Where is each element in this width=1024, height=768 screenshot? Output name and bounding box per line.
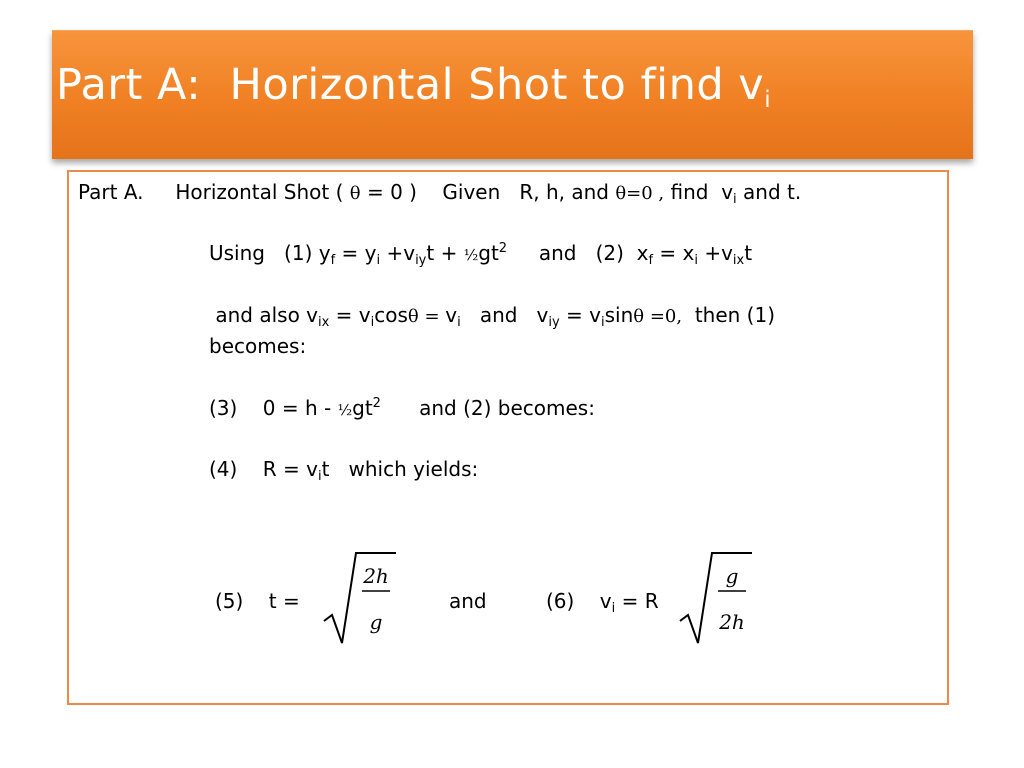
line-and-also bbox=[209, 303, 775, 329]
text: = v bbox=[559, 303, 601, 327]
subscript: i bbox=[376, 253, 381, 268]
formula-5-numerator: 2h bbox=[363, 564, 389, 588]
slide-title-text: Part A: Horizontal Shot to find v bbox=[56, 60, 765, 110]
slide-title-subscript: i bbox=[764, 87, 772, 113]
text: Using (1) y bbox=[209, 241, 331, 265]
text: cos bbox=[374, 303, 408, 327]
text: and v bbox=[460, 303, 549, 327]
superscript: 2 bbox=[498, 241, 508, 256]
text: (6) v bbox=[546, 589, 612, 613]
text: and (2) x bbox=[507, 241, 649, 265]
text: t + bbox=[426, 241, 464, 265]
text: gt bbox=[352, 396, 373, 420]
label-and: and bbox=[449, 589, 487, 613]
subscript: iy bbox=[415, 253, 427, 268]
text: t bbox=[744, 241, 753, 265]
text: and also v bbox=[209, 303, 319, 327]
label-equation-6 bbox=[546, 589, 659, 616]
text: +v bbox=[697, 241, 733, 265]
subscript: iy bbox=[548, 315, 560, 330]
subscript: i bbox=[370, 315, 375, 330]
theta-equals: θ = bbox=[407, 306, 446, 327]
formula-6-numerator: g bbox=[725, 564, 739, 588]
formula-5-sqrt bbox=[318, 547, 398, 647]
theta-symbol: θ bbox=[349, 183, 361, 204]
text: t which yields: bbox=[321, 457, 479, 481]
label-equation-5: (5) t = bbox=[215, 589, 307, 613]
line-equation-3 bbox=[209, 396, 595, 422]
line-equation-4 bbox=[209, 457, 479, 484]
formula-5-denominator: g bbox=[369, 610, 383, 634]
theta-equals-zero: θ=0 bbox=[615, 183, 653, 204]
text: (3) 0 = h - bbox=[209, 396, 338, 420]
text: = x bbox=[653, 241, 695, 265]
line-becomes: becomes: bbox=[209, 334, 307, 358]
subscript: f bbox=[330, 253, 336, 268]
text: Part A. Horizontal Shot ( bbox=[78, 180, 350, 204]
text: gt bbox=[478, 241, 499, 265]
text: sin bbox=[604, 303, 634, 327]
subscript: i bbox=[601, 315, 605, 330]
subscript: ix bbox=[318, 315, 330, 330]
text: = v bbox=[329, 303, 371, 327]
formula-6-sqrt bbox=[674, 547, 754, 647]
superscript: 2 bbox=[372, 396, 381, 411]
text: then (1) bbox=[682, 303, 776, 327]
subscript: f bbox=[648, 253, 654, 268]
subscript: i bbox=[317, 469, 322, 484]
text: = R bbox=[615, 589, 659, 613]
text: +v bbox=[380, 241, 416, 265]
one-half: ½ bbox=[463, 246, 479, 264]
line-part-a bbox=[78, 180, 801, 206]
slide-title bbox=[56, 60, 856, 113]
text: find v bbox=[664, 180, 734, 204]
text: and (2) becomes: bbox=[380, 396, 595, 420]
subscript: ix bbox=[732, 253, 745, 268]
text: = 0 ) Given R, h, and bbox=[360, 180, 616, 204]
comma: , bbox=[652, 183, 665, 204]
subscript: i bbox=[611, 601, 616, 616]
text: (4) R = v bbox=[209, 457, 318, 481]
subscript: i bbox=[733, 192, 737, 207]
text: = y bbox=[335, 241, 377, 265]
text: v bbox=[445, 303, 458, 327]
text: and t. bbox=[736, 180, 802, 204]
subscript: i bbox=[694, 253, 698, 268]
one-half: ½ bbox=[337, 401, 353, 419]
subscript: i bbox=[457, 315, 461, 330]
theta-equals-zero: θ =0, bbox=[633, 306, 683, 327]
formula-6-denominator: 2h bbox=[719, 610, 745, 634]
line-using bbox=[209, 241, 752, 267]
